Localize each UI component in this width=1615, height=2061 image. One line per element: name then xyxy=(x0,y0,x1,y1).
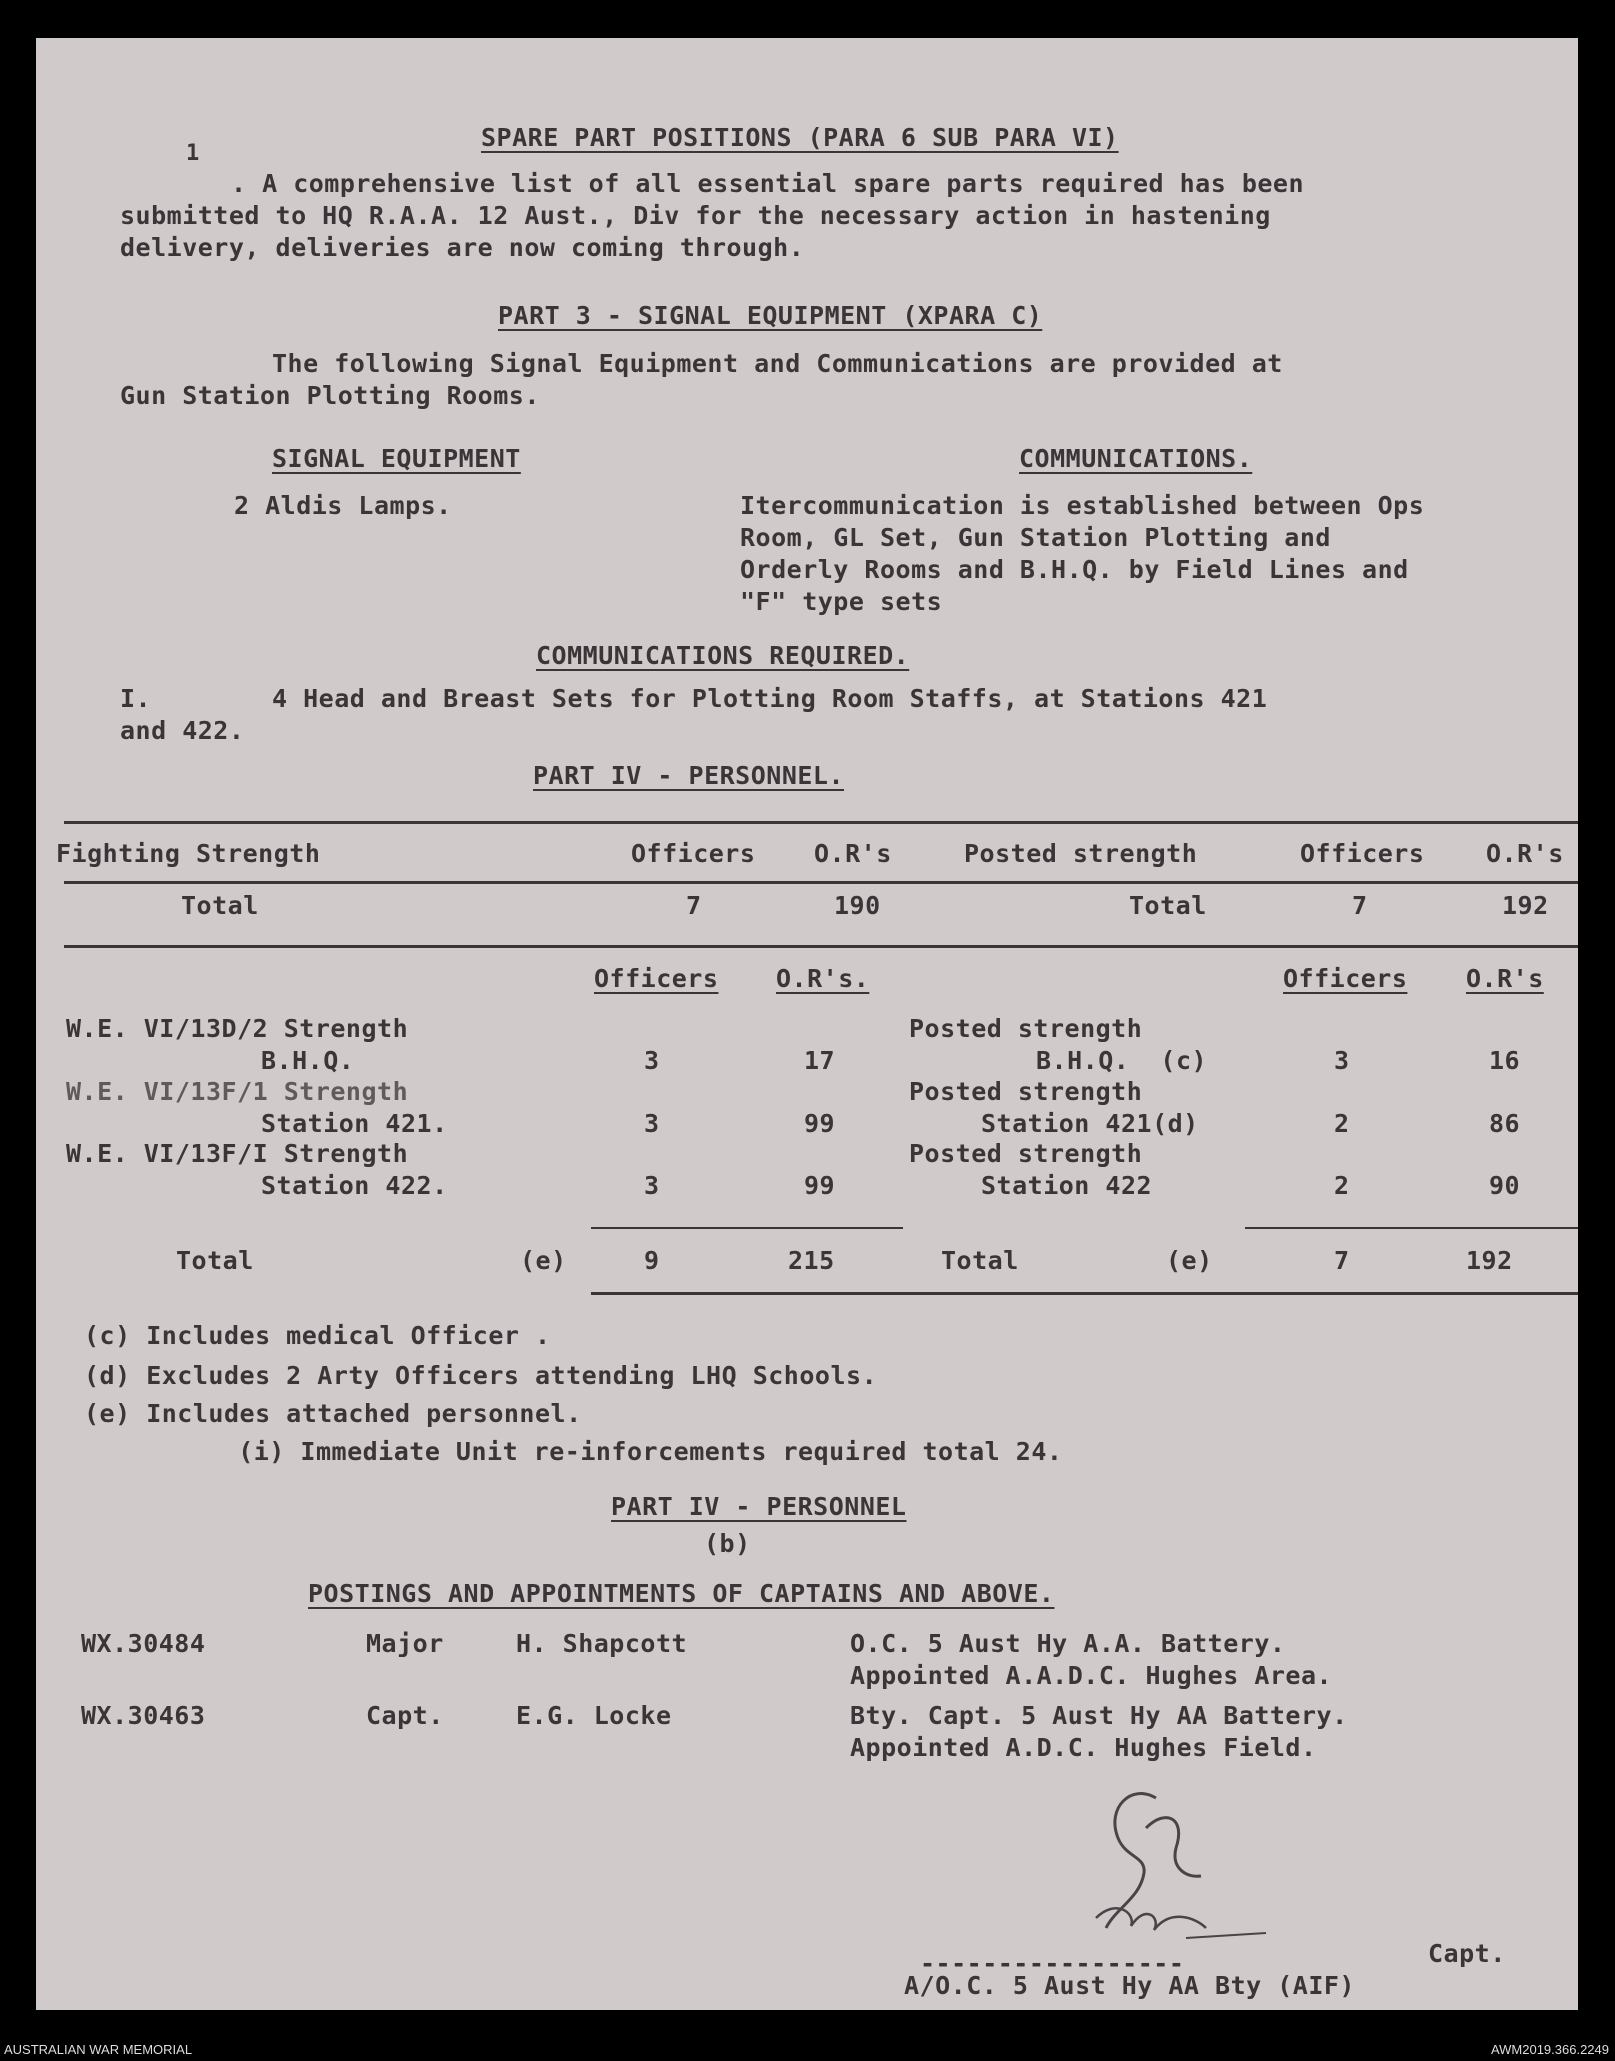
total-cell: Total xyxy=(181,891,259,920)
total-cell: 190 xyxy=(834,891,881,920)
col-header: Fighting Strength xyxy=(56,839,321,868)
posting-rank: Major xyxy=(366,1629,444,1658)
comms-required-num: I. xyxy=(120,684,152,713)
intro-line: submitted to HQ R.A.A. 12 Aust., Div for the necessary action in hastening xyxy=(120,201,1271,230)
posted-total-label: Total xyxy=(941,1246,1019,1275)
posted-officers-value: 2 xyxy=(1334,1171,1350,1200)
note-line: (i) Immediate Unit re-inforcements required total 24. xyxy=(176,1437,1063,1466)
officers-value: 3 xyxy=(644,1171,660,1200)
handwritten-signature xyxy=(1036,1778,1276,1948)
posted-label: Posted strength xyxy=(909,1139,1143,1168)
strength-sublabel: B.H.Q. xyxy=(261,1046,355,1075)
posted-ors-value: 86 xyxy=(1489,1109,1521,1138)
comms-line: Itercommunication is established between Ops xyxy=(740,491,1425,520)
part4-heading: PART IV - PERSONNEL. xyxy=(533,761,845,790)
strength-sublabel: Station 421. xyxy=(261,1109,448,1138)
officers-value: 3 xyxy=(644,1109,660,1138)
page-mark: 1 xyxy=(186,141,200,166)
posting-rank: Capt. xyxy=(366,1701,444,1730)
part3-heading: PART 3 - SIGNAL EQUIPMENT (XPARA C) xyxy=(498,301,1043,330)
part4b-heading: PART IV - PERSONNEL xyxy=(611,1492,907,1521)
strength-sublabel: Station 422. xyxy=(261,1171,448,1200)
col-header: Posted strength xyxy=(964,839,1198,868)
posting-number: WX.30484 xyxy=(81,1629,206,1658)
posted-label: Posted strength xyxy=(909,1077,1143,1106)
document-page xyxy=(36,38,1578,2010)
posting-line: O.C. 5 Aust Hy A.A. Battery. xyxy=(850,1629,1286,1658)
footer-id: AWM2019.366.2249 xyxy=(1490,2042,1609,2057)
note-line: (e) Includes attached personnel. xyxy=(84,1399,582,1428)
posting-number: WX.30463 xyxy=(81,1701,206,1730)
signal-item: 2 Aldis Lamps. xyxy=(234,491,452,520)
subtotal-rule xyxy=(591,1227,903,1229)
comms-line: Orderly Rooms and B.H.Q. by Field Lines and xyxy=(740,555,1409,584)
comms-line: Room, GL Set, Gun Station Plotting and xyxy=(740,523,1331,552)
note-line: (d) Excludes 2 Arty Officers attending LHQ Schools. xyxy=(84,1361,878,1390)
intro-line: . A comprehensive list of all essential spare parts required has been xyxy=(231,169,1305,198)
comms-required-line: and 422. xyxy=(120,716,245,745)
comms-line: "F" type sets xyxy=(740,587,943,616)
col-header: O.R's xyxy=(814,839,892,868)
total-officers: 9 xyxy=(644,1246,660,1275)
posted-total-officers: 7 xyxy=(1334,1246,1350,1275)
part3-line: The following Signal Equipment and Communications are provided at xyxy=(272,349,1283,378)
posting-line: Appointed A.D.C. Hughes Field. xyxy=(850,1733,1317,1762)
strength-label: W.E. VI/13F/1 Strength xyxy=(66,1077,409,1106)
note-line: (c) Includes medical Officer . xyxy=(84,1321,551,1350)
signature-title: A/O.C. 5 Aust Hy AA Bty (AIF) xyxy=(904,1971,1355,2000)
comms-required-line: 4 Head and Breast Sets for Plotting Room Staffs, at Stations 421 xyxy=(272,684,1268,713)
ors-value: 99 xyxy=(804,1109,836,1138)
signal-equipment-heading: SIGNAL EQUIPMENT xyxy=(272,444,521,473)
posted-sublabel: B.H.Q. (c) xyxy=(1036,1046,1208,1075)
col-header: O.R's xyxy=(1486,839,1564,868)
officers-value: 3 xyxy=(644,1046,660,1075)
ors-value: 99 xyxy=(804,1171,836,1200)
total-cell: 7 xyxy=(686,891,702,920)
footer-credit: AUSTRALIAN WAR MEMORIAL xyxy=(4,2042,193,2057)
subtotal-rule xyxy=(1245,1227,1578,1229)
total-cell: 192 xyxy=(1502,891,1549,920)
part4b-sub: (b) xyxy=(704,1529,751,1558)
total-cell: Total xyxy=(1129,891,1207,920)
sub-header: O.R's xyxy=(1466,964,1544,993)
posting-line: Appointed A.A.D.C. Hughes Area. xyxy=(850,1661,1333,1690)
signature-dashes: ----------------- xyxy=(920,1949,1185,1978)
posting-name: E.G. Locke xyxy=(516,1701,672,1730)
ors-value: 17 xyxy=(804,1046,836,1075)
posted-officers-value: 2 xyxy=(1334,1109,1350,1138)
table-rule xyxy=(591,1292,1578,1295)
table-rule xyxy=(64,821,1578,824)
sub-header: Officers xyxy=(594,964,719,993)
strength-label: W.E. VI/13D/2 Strength xyxy=(66,1014,409,1043)
col-header: Officers xyxy=(631,839,756,868)
strength-label: W.E. VI/13F/I Strength xyxy=(66,1139,409,1168)
posted-total-tag: (e) xyxy=(1166,1246,1213,1275)
communications-heading: COMMUNICATIONS. xyxy=(1019,444,1253,473)
postings-heading: POSTINGS AND APPOINTMENTS OF CAPTAINS AND ABOVE. xyxy=(308,1579,1055,1608)
posted-label: Posted strength xyxy=(909,1014,1143,1043)
total-tag: (e) xyxy=(520,1246,567,1275)
posting-line: Bty. Capt. 5 Aust Hy AA Battery. xyxy=(850,1701,1348,1730)
comms-required-heading: COMMUNICATIONS REQUIRED. xyxy=(536,641,910,670)
table-rule xyxy=(64,881,1578,884)
total-cell: 7 xyxy=(1352,891,1368,920)
sub-header: Officers xyxy=(1283,964,1408,993)
total-ors: 215 xyxy=(788,1246,835,1275)
col-header: Officers xyxy=(1300,839,1425,868)
posting-name: H. Shapcott xyxy=(516,1629,688,1658)
posted-ors-value: 16 xyxy=(1489,1046,1521,1075)
posted-total-ors: 192 xyxy=(1466,1246,1513,1275)
table-rule xyxy=(64,945,1578,948)
posted-sublabel: Station 421(d) xyxy=(981,1109,1199,1138)
total-label: Total xyxy=(176,1246,254,1275)
sub-header: O.R's. xyxy=(776,964,870,993)
part3-line: Gun Station Plotting Rooms. xyxy=(120,381,540,410)
document-title: SPARE PART POSITIONS (PARA 6 SUB PARA VI) xyxy=(481,123,1119,152)
signature-rank: Capt. xyxy=(1428,1939,1506,1968)
intro-line: delivery, deliveries are now coming through. xyxy=(120,233,805,262)
posted-officers-value: 3 xyxy=(1334,1046,1350,1075)
posted-ors-value: 90 xyxy=(1489,1171,1521,1200)
posted-sublabel: Station 422 xyxy=(981,1171,1153,1200)
